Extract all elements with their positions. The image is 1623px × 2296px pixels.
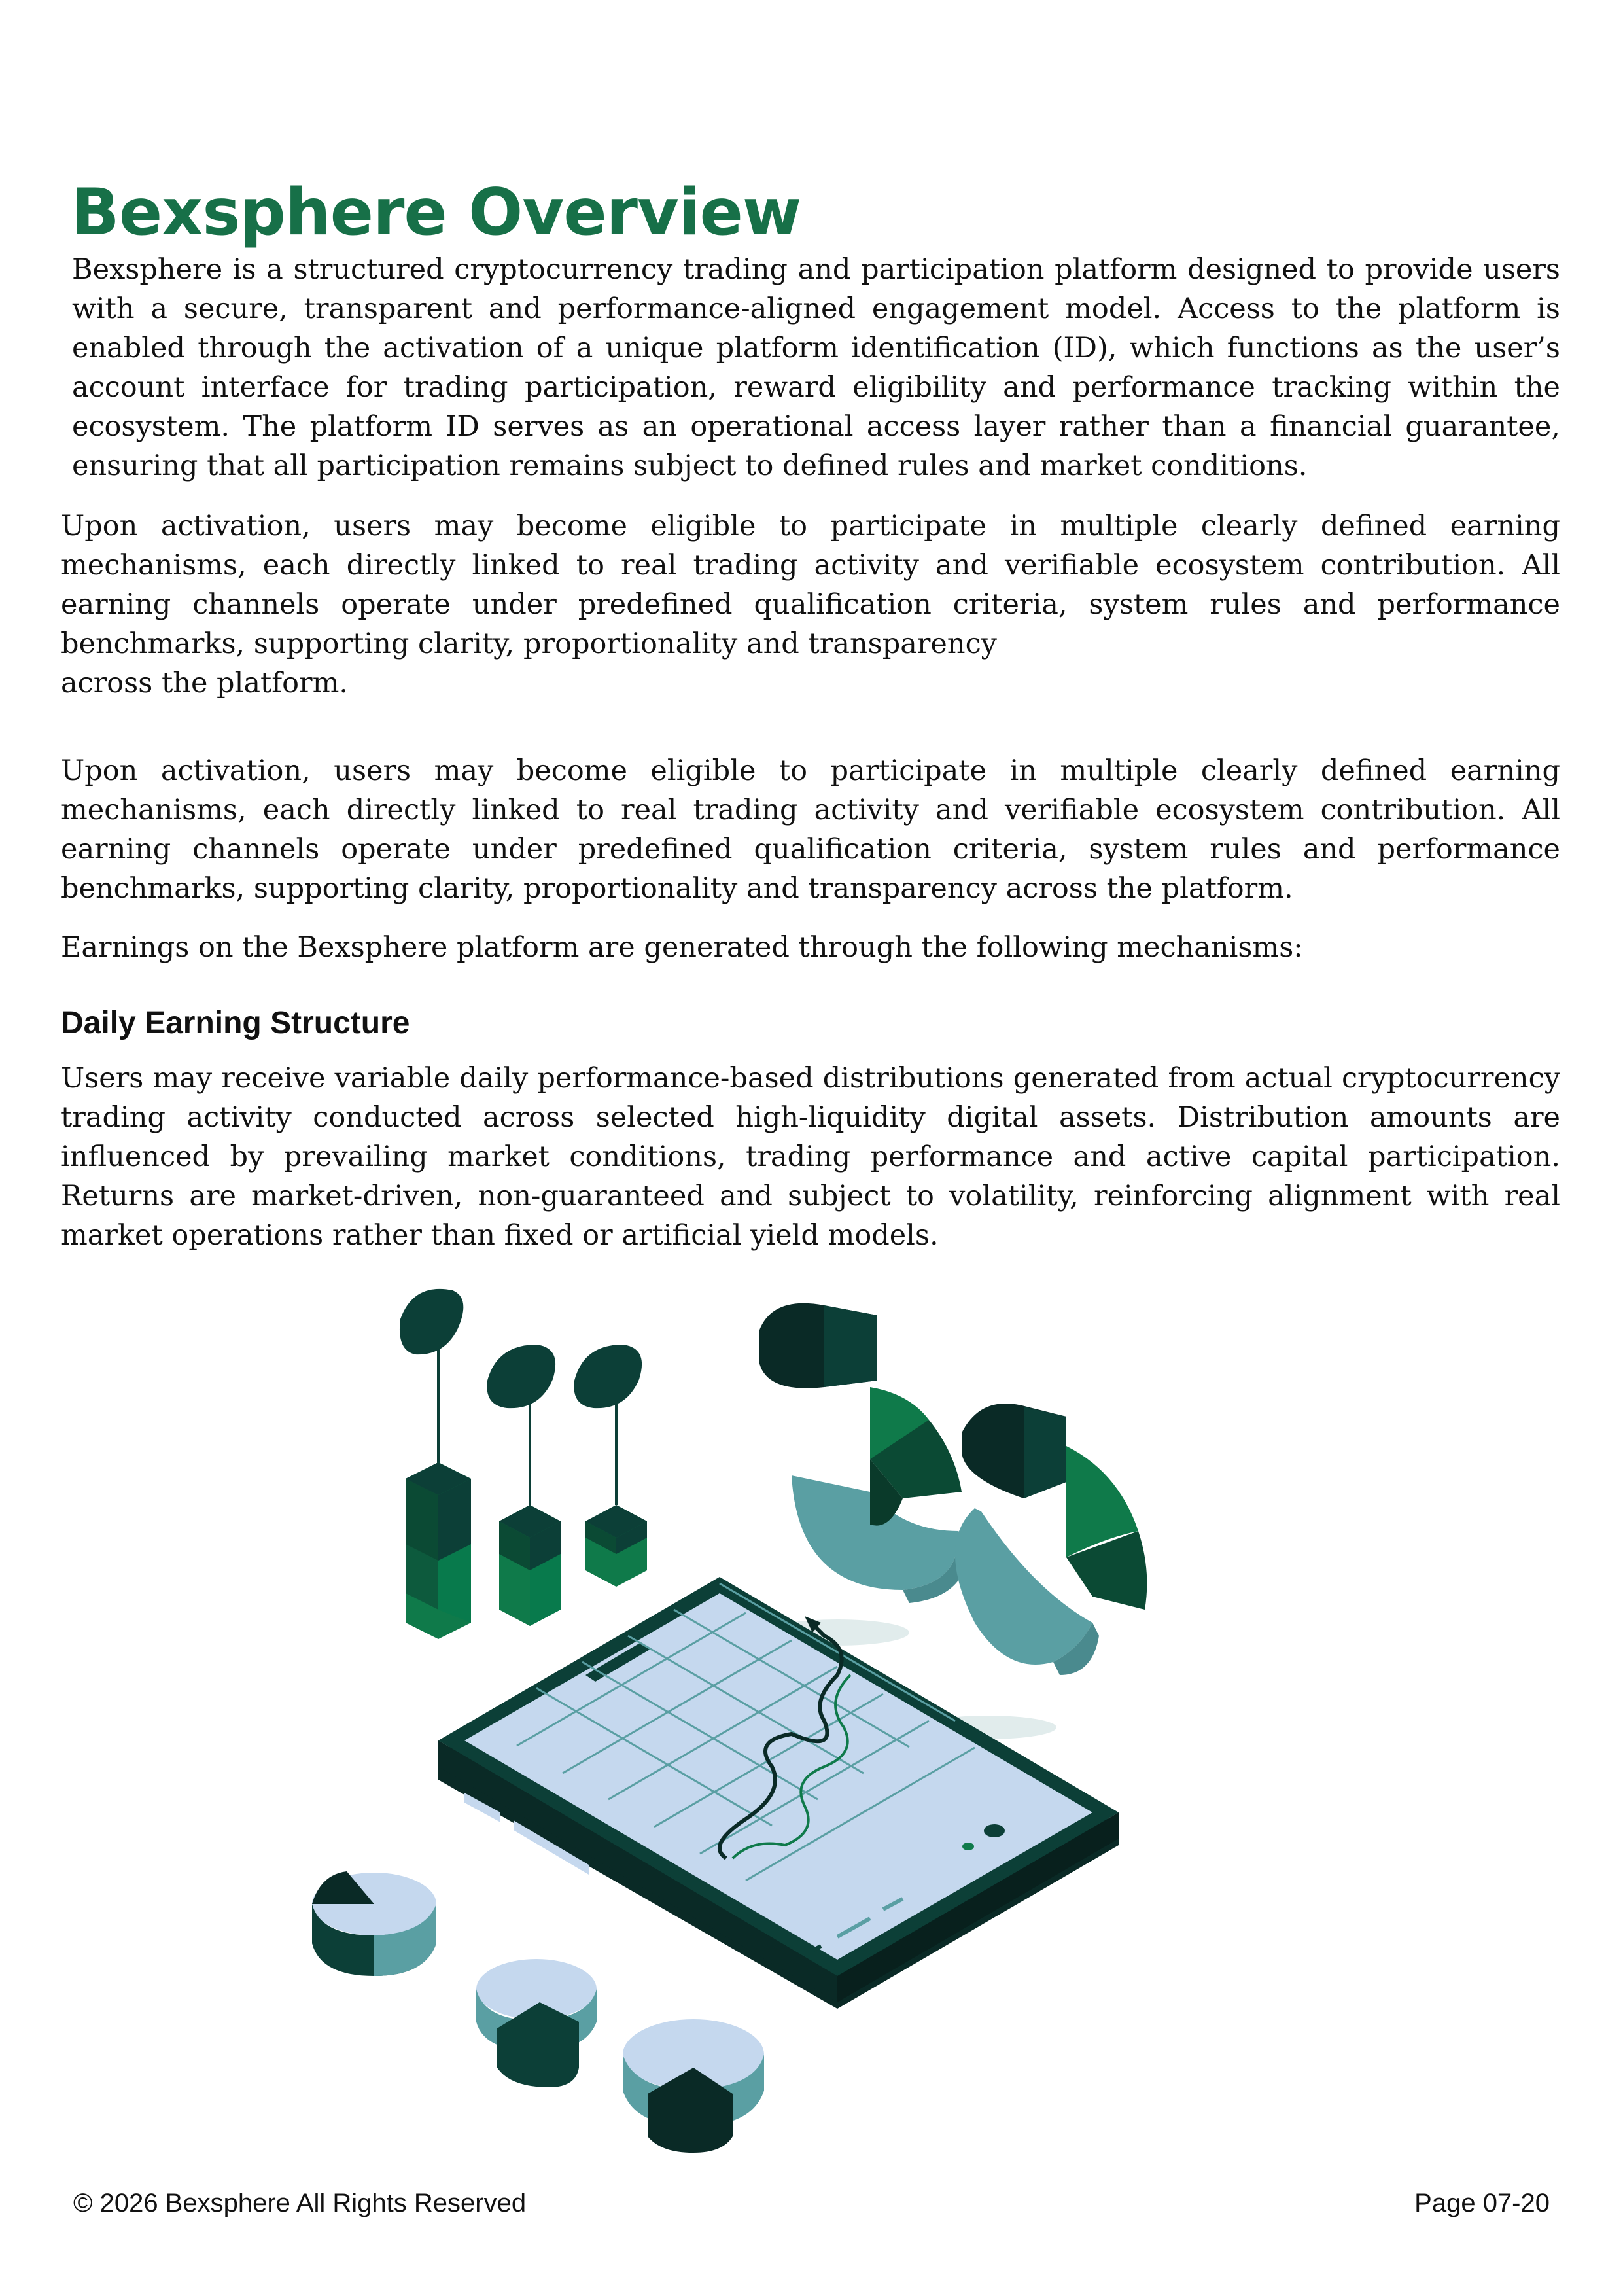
activation-paragraph-1-tail: across the platform. [61, 667, 349, 699]
mini-pie-2 [476, 1959, 597, 2087]
mini-pie-3 [623, 2019, 764, 2153]
activation-paragraph-1-main: Upon activation, users may become eligible to participate in multiple clearly defined earning mechanisms, each directly linked to real trading activity and verifiable ecosystem contribution. All earning channels operate under predefined qualification criteria, system rules and performance benchmarks, supporting clarity, proportionality and transparency [61, 510, 1560, 660]
pie-chart-upper [759, 1303, 968, 1646]
mini-pie-1 [312, 1871, 436, 1976]
intro-paragraph: Bexsphere is a structured cryptocurrency trading and participation platform designed to provide users with a secure, transparent and performance-aligned engagement model. Access to the platform is enabled through the activation of a unique platform identification (ID), which functions as the user’s account interface for trading participation, reward eligibility and performance tracking within the ecosystem. The platform ID serves as an operational access layer rather than a financial guarantee, ensuring that all participation remains subject to defined rules and market conditions. [72, 253, 1560, 482]
footer-page-number: Page 07-20 [1414, 2189, 1550, 2217]
activation-paragraph-1 [61, 506, 1560, 703]
trading-illustration-icon [249, 1282, 1197, 2159]
mechanisms-intro: Earnings on the Bexsphere platform are generated through the following mechanisms: [61, 931, 1303, 964]
activation-paragraph-2: Upon activation, users may become eligible to participate in multiple clearly defined earning mechanisms, each directly linked to real trading activity and verifiable ecosystem contribution. All earning channels operate under predefined qualification criteria, system rules and performance benchmarks, supporting clarity, proportionality and transparency across the platform. [61, 754, 1560, 905]
footer-copyright: © 2026 Bexsphere All Rights Reserved [73, 2189, 527, 2217]
page-title: Bexsphere Overview [71, 175, 801, 250]
daily-earning-paragraph: Users may receive variable daily performance-based distributions generated from actual cryptocurrency trading activity conducted across selected high-liquidity digital assets. Distribution amounts are influenced by prevailing market conditions, trading performance and active capital participation. Returns are market-driven, non-guaranteed and subject to volatility, reinforcing alignment with real market operations rather than fixed or artificial yield models. [61, 1062, 1560, 1252]
bar-columns [400, 1289, 647, 1639]
daily-earning-heading: Daily Earning Structure [61, 1006, 410, 1040]
